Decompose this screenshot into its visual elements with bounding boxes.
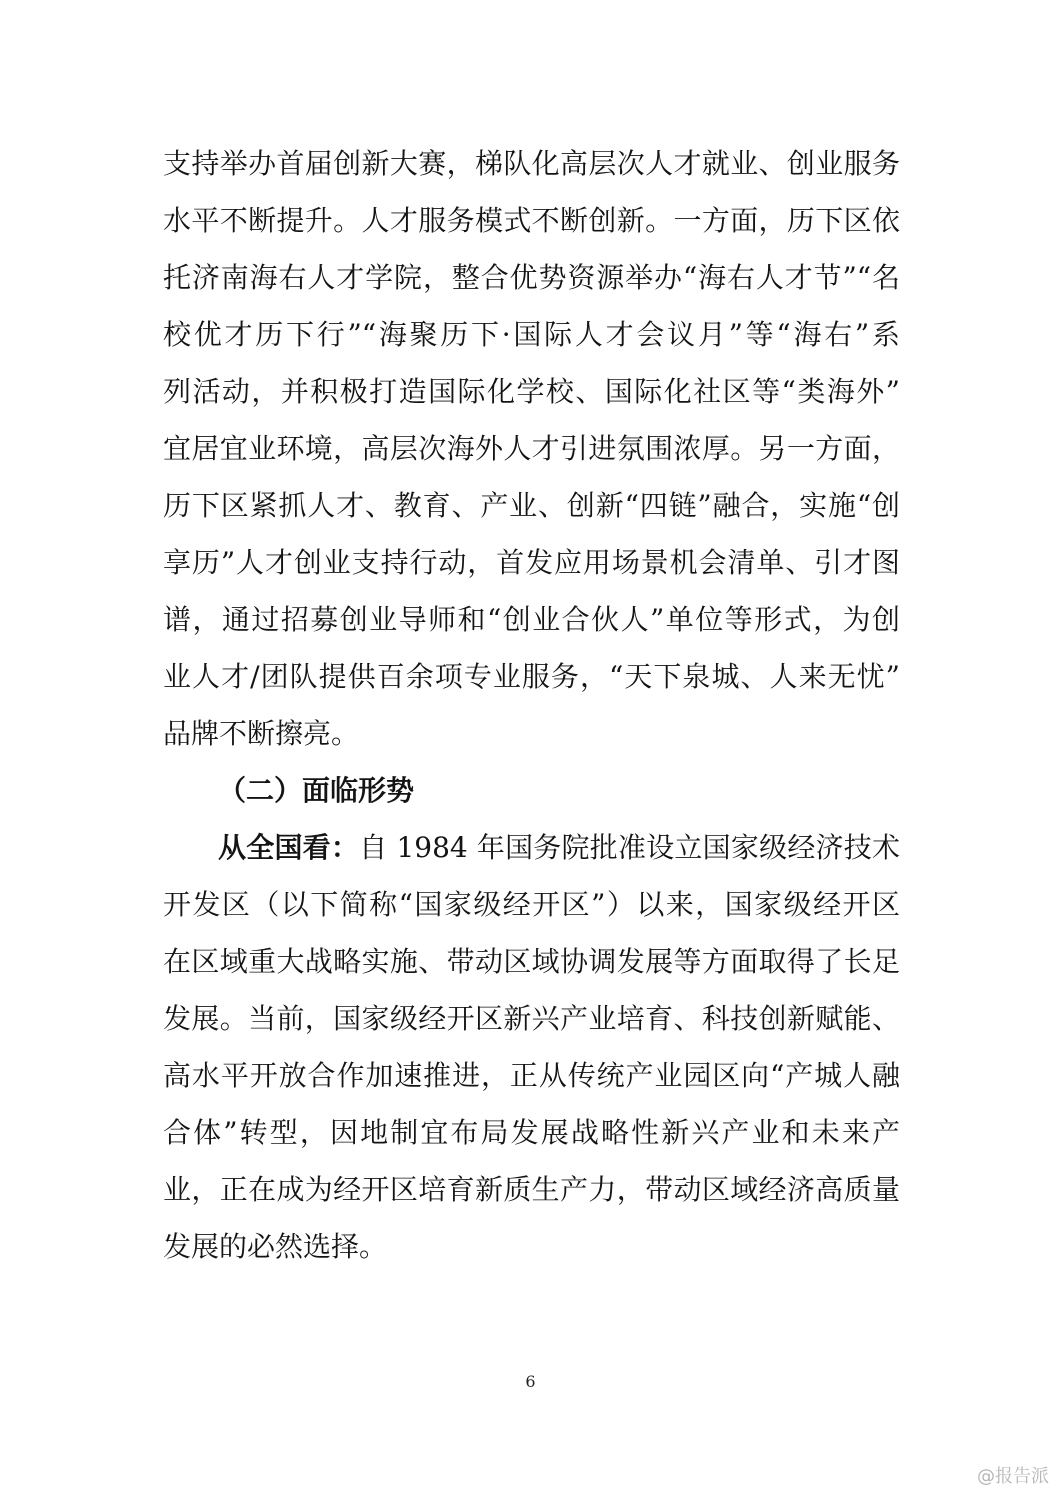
paragraph-line: 列活动，并积极打造国际化学校、国际化社区等“类海外” [163, 375, 900, 408]
paragraph-line: 宜居宜业环境，高层次海外人才引进氛围浓厚。另一方面， [163, 432, 900, 465]
paragraph-first-line-text: 自 1984 年国务院批准设立国家级经济技术 [359, 831, 900, 864]
watermark: @报告派 [977, 1466, 1049, 1487]
paragraph-line: 谱，通过招募创业导师和“创业合伙人”单位等形式，为创 [163, 603, 900, 636]
paragraph-line: 发展。当前，国家级经开区新兴产业培育、科技创新赋能、 [163, 1002, 900, 1035]
paragraph-line: 业，正在成为经开区培育新质生产力，带动区域经济高质量 [163, 1173, 900, 1206]
paragraph-line: 业人才/团队提供百余项专业服务，“天下泉城、人来无忧” [163, 660, 900, 693]
paragraph-first-line [218, 828, 900, 868]
paragraph-line: 水平不断提升。人才服务模式不断创新。一方面，历下区依 [163, 204, 900, 237]
paragraph-line: 历下区紧抓人才、教育、产业、创新“四链”融合，实施“创 [163, 489, 900, 522]
paragraph-line: 发展的必然选择。 [163, 1230, 388, 1263]
paragraph-line: 享历”人才创业支持行动，首发应用场景机会清单、引才图 [163, 546, 900, 579]
section-heading: （二）面临形势 [218, 774, 415, 807]
paragraph-line: 托济南海右人才学院，整合优势资源举办“海右人才节”“名 [163, 261, 900, 294]
paragraph-line: 校优才历下行”“海聚历下·国际人才会议月”等“海右”系 [163, 318, 900, 351]
paragraph-line: 支持举办首届创新大赛，梯队化高层次人才就业、创业服务 [163, 147, 900, 180]
paragraph-line: 高水平开放合作加速推进，正从传统产业园区向“产城人融 [163, 1059, 900, 1092]
paragraph-line: 在区域重大战略实施、带动区域协调发展等方面取得了长足 [163, 945, 900, 978]
paragraph-line: 开发区（以下简称“国家级经开区”）以来，国家级经开区 [163, 888, 900, 921]
paragraph-line: 品牌不断擦亮。 [163, 717, 360, 750]
paragraph-lead: 从全国看： [218, 831, 360, 864]
paragraph-line: 合体”转型，因地制宜布局发展战略性新兴产业和未来产 [163, 1116, 900, 1149]
page-number: 6 [525, 1372, 536, 1391]
